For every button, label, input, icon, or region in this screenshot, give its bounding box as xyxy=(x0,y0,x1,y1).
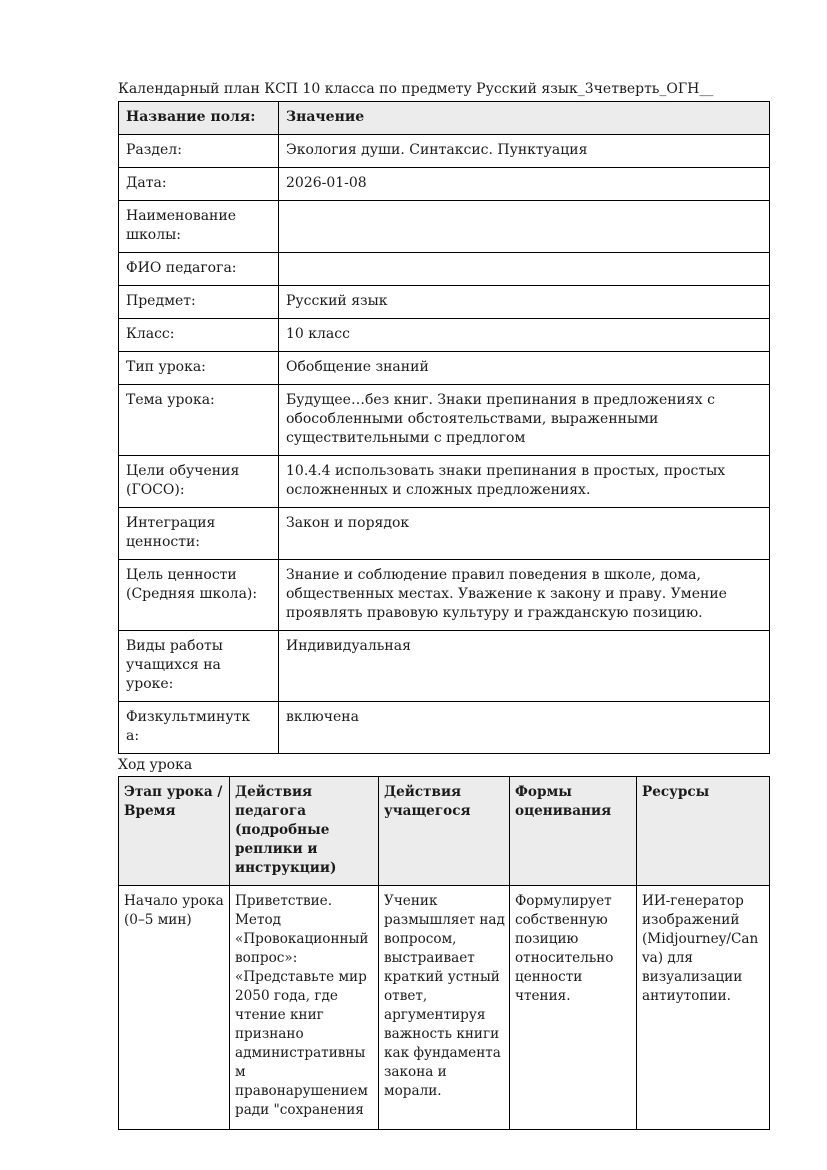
field-row-value-goal xyxy=(119,560,770,631)
fields-table xyxy=(118,101,770,754)
field-row-lesson-topic xyxy=(119,385,770,456)
field-label: ФИО педагога: xyxy=(119,253,279,286)
section-heading-lesson-flow: Ход урока xyxy=(118,757,193,773)
field-value: включена xyxy=(279,702,770,754)
field-row-class xyxy=(119,319,770,352)
field-label: Цели обучения (ГОСО): xyxy=(119,456,279,508)
document-title: Календарный план КСП 10 класса по предмету Русский язык_3четверть_ОГН__ xyxy=(118,81,714,97)
field-row-teacher-name xyxy=(119,253,770,286)
lesson-table-header-row xyxy=(119,777,770,886)
field-value: 2026-01-08 xyxy=(279,168,770,201)
lesson-resources-cell: ИИ-генератор изображений (Midjourney/Canva) для визуализации антиутопии. xyxy=(637,886,770,1130)
field-value: 10 класс xyxy=(279,319,770,352)
lesson-header-teacher-actions: Действия педагога (подробные реплики и инструкции) xyxy=(230,777,379,886)
field-row-school-name xyxy=(119,201,770,253)
lesson-table-row-start xyxy=(119,886,770,1130)
field-value xyxy=(279,253,770,286)
lesson-assessment-cell: Формулирует собственную позицию относительно ценности чтения. xyxy=(510,886,637,1130)
field-row-physical-minute xyxy=(119,702,770,754)
document-content xyxy=(118,80,769,1130)
lesson-teacher-actions-cell: Приветствие. Метод «Провокационный вопрос»: «Представьте мир 2050 года, где чтение книг признано административным правонарушением ради "сохранения xyxy=(230,886,379,1130)
field-value: Экология души. Синтаксис. Пунктуация xyxy=(279,135,770,168)
lesson-student-actions-cell: Ученик размышляет над вопросом, выстраивает краткий устный ответ, аргументируя важность книги как фундамента закона и морали. xyxy=(379,886,510,1130)
field-label: Тема урока: xyxy=(119,385,279,456)
fields-table-header-row xyxy=(119,102,770,135)
field-label: Тип урока: xyxy=(119,352,279,385)
lesson-header-assessment: Формы оценивания xyxy=(510,777,637,886)
field-row-learning-goals xyxy=(119,456,770,508)
fields-header-label: Название поля: xyxy=(119,102,279,135)
lesson-header-stage: Этап урока / Время xyxy=(119,777,230,886)
field-value xyxy=(279,201,770,253)
field-value: Закон и порядок xyxy=(279,508,770,560)
lesson-stage-cell: Начало урока (0–5 мин) xyxy=(119,886,230,1130)
field-label: Дата: xyxy=(119,168,279,201)
field-row-razdel xyxy=(119,135,770,168)
lesson-flow-table xyxy=(118,776,770,1130)
field-value: Знание и соблюдение правил поведения в школе, дома, общественных местах. Уважение к закону и праву. Умение проявлять правовую культуру и гражданскую позицию. xyxy=(279,560,770,631)
field-label: Цель ценности (Средняя школа): xyxy=(119,560,279,631)
lesson-header-student-actions: Действия учащегося xyxy=(379,777,510,886)
field-value: Обобщение знаний xyxy=(279,352,770,385)
field-value: 10.4.4 использовать знаки препинания в простых, простых осложненных и сложных предложениях. xyxy=(279,456,770,508)
field-value: Будущее…без книг. Знаки препинания в предложениях с обособленными обстоятельствами, выраженными существительными с предлогом xyxy=(279,385,770,456)
field-label: Интеграция ценности: xyxy=(119,508,279,560)
field-value: Русский язык xyxy=(279,286,770,319)
lesson-header-resources: Ресурсы xyxy=(637,777,770,886)
field-row-subject xyxy=(119,286,770,319)
field-label: Виды работы учащихся на уроке: xyxy=(119,631,279,702)
field-label: Раздел: xyxy=(119,135,279,168)
field-label: Физкультминутка: xyxy=(119,702,279,754)
field-label: Предмет: xyxy=(119,286,279,319)
field-row-lesson-type xyxy=(119,352,770,385)
field-row-work-types xyxy=(119,631,770,702)
field-label: Класс: xyxy=(119,319,279,352)
field-label: Наименование школы: xyxy=(119,201,279,253)
field-row-data xyxy=(119,168,770,201)
fields-header-value: Значение xyxy=(279,102,770,135)
field-row-value-integration xyxy=(119,508,770,560)
field-value: Индивидуальная xyxy=(279,631,770,702)
